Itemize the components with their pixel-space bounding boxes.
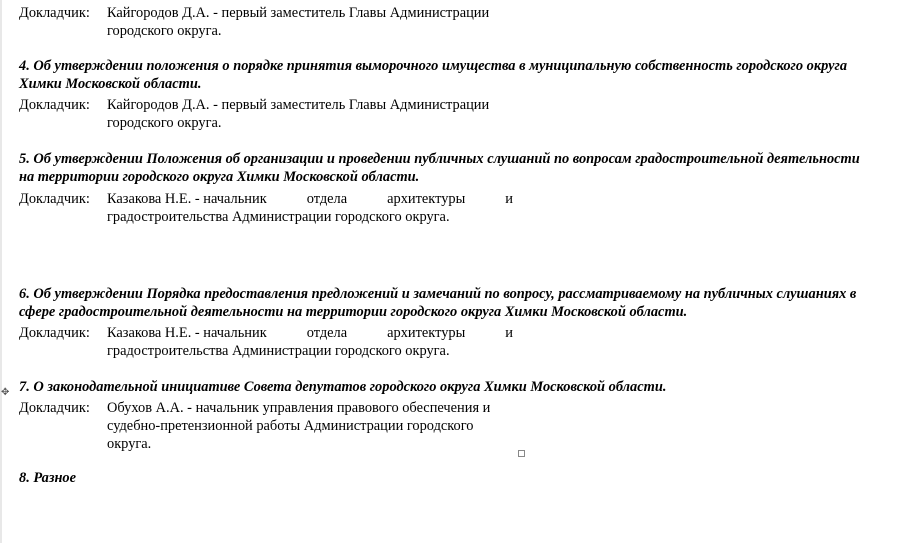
speaker-text-line [107, 324, 513, 342]
speaker-text-line: градостроительства Администрации городского округа. [107, 209, 450, 225]
speaker-word: архитектуры [387, 325, 466, 341]
speaker-text [107, 4, 513, 40]
agenda-item-heading [19, 286, 903, 321]
heading-line: Химки Московской области. [19, 75, 202, 92]
agenda-item-heading [19, 58, 903, 93]
speaker-text-line: судебно-претензионной работы Администрации городского [107, 418, 474, 434]
speaker-word: отдела [306, 191, 348, 207]
speaker-word: архитектуры [387, 191, 466, 207]
speaker-word: и [505, 191, 513, 207]
speaker-word: Казакова Н.Е. - начальник [107, 191, 267, 207]
table-move-handle-icon[interactable]: ✥ [1, 387, 10, 398]
speaker-label: Докладчик: [19, 5, 90, 21]
speaker-label: Докладчик: [19, 97, 90, 113]
speaker-label: Докладчик: [19, 325, 90, 341]
speaker-label: Докладчик: [19, 191, 90, 207]
speaker-word: и [505, 325, 513, 341]
heading-line: 5. Об утверждении Положения об организации и проведении публичных слушаний по вопросам градостроительной деятельности [19, 151, 860, 167]
heading-line: сфере градостроительной деятельности на территории городского округа Химки Московской области. [19, 303, 688, 320]
heading-line: 4. Об утверждении положения о порядке принятия выморочного имущества в муниципальную собственность городского округа [19, 58, 848, 74]
speaker-text-line: городского округа. [107, 23, 222, 39]
speaker-text-line: округа. [107, 436, 152, 452]
speaker-label: Докладчик: [19, 400, 90, 416]
speaker-text [107, 96, 513, 132]
heading-line: 8. Разное [19, 470, 77, 486]
speaker-text [107, 399, 513, 453]
heading-line: 6. Об утверждении Порядка предоставления предложений и замечаний по вопросу, рассматриваемому на публичных слушаниях в [19, 286, 857, 302]
agenda-item-heading [19, 151, 903, 186]
speaker-text-line: Кайгородов Д.А. - первый заместитель Главы Администрации [107, 5, 490, 21]
agenda-item-heading [19, 379, 903, 397]
speaker-word: отдела [306, 325, 348, 341]
speaker-text [107, 324, 513, 360]
heading-line: на территории городского округа Химки Московской области. [19, 168, 420, 185]
page-left-edge [0, 0, 2, 543]
speaker-text-line [107, 190, 513, 208]
table-resize-handle-icon[interactable] [518, 450, 525, 457]
agenda-item-heading [19, 470, 903, 488]
speaker-text [107, 190, 513, 226]
speaker-text-line: градостроительства Администрации городского округа. [107, 343, 450, 359]
speaker-text-line: городского округа. [107, 115, 222, 131]
speaker-text-line: Кайгородов Д.А. - первый заместитель Главы Администрации [107, 97, 490, 113]
speaker-text-line: Обухов А.А. - начальник управления правового обеспечения и [107, 400, 491, 416]
speaker-word: Казакова Н.Е. - начальник [107, 325, 267, 341]
heading-line: 7. О законодательной инициативе Совета депутатов городского округа Химки Московской области. [19, 379, 667, 395]
